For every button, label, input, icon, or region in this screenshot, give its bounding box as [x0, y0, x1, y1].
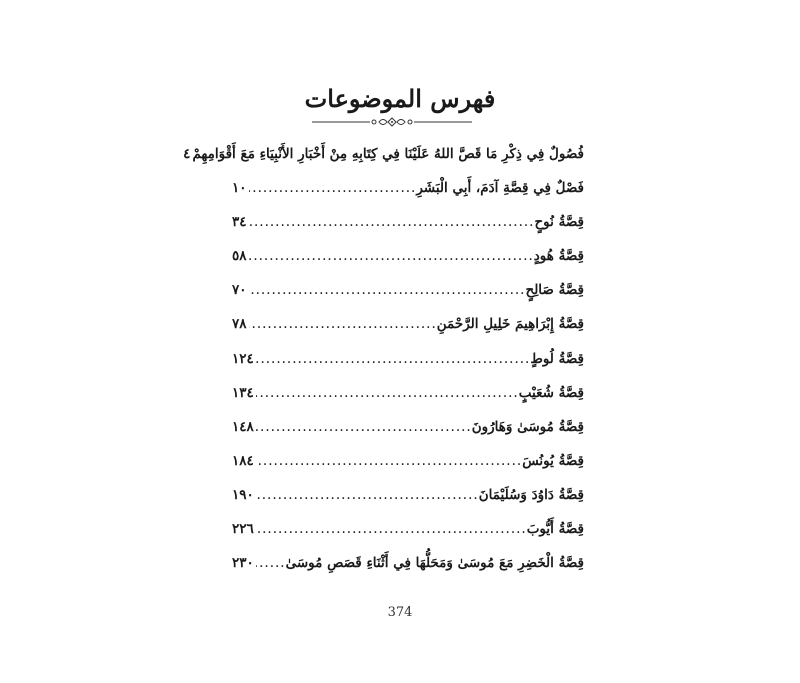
toc-entry[interactable]: [232, 316, 584, 350]
dot-leader: [249, 316, 437, 332]
toc-entry-page: ١٠: [232, 180, 247, 197]
page-title: فهرس الموضوعات: [304, 84, 496, 113]
toc-entry-page: ١٨٤: [232, 452, 254, 469]
decorative-divider-icon: [312, 114, 472, 130]
toc-entry[interactable]: [232, 555, 584, 589]
dot-leader: [256, 419, 472, 435]
toc-entry-title: قِصَّةُ شُعَيْبٍ: [518, 384, 584, 401]
toc-entry-title: قِصَّةُ دَاوُدَ وَسُلَيْمَانَ: [478, 486, 584, 503]
toc-entry-title: قِصَّةُ هُودٍ: [533, 248, 584, 265]
toc-entry-page: ١٣٤: [232, 384, 254, 401]
toc-entry-title: فُصُولٌ فِي ذِكْرِ مَا قَصَّ اللهُ عَلَيْنَا فِي كِتَابِهِ مِنْ أَخْبَارِ الأَنْبِيَاءِ مَعَ أَقْوَامِهِمْ: [192, 146, 584, 162]
toc-entry[interactable]: [232, 419, 584, 453]
toc-entry-title: قِصَّةُ إِبْرَاهِيمَ خَلِيلِ الرَّحْمَنِ: [436, 316, 584, 333]
toc-entry-title: قِصَّةُ لُوطٍ: [530, 350, 584, 367]
toc-entry-page: ٢٣٠: [232, 555, 254, 572]
toc-entry-title: فَصْلٌ فِي قِصَّةِ آدَمَ، أَبِي الْبَشَرِ: [416, 180, 584, 197]
toc-entry-page: ٤: [183, 146, 191, 162]
toc-entry[interactable]: [232, 214, 584, 248]
dot-leader: [256, 351, 531, 367]
toc-entry[interactable]: [232, 351, 584, 385]
toc-entry-page: ١٢٤: [232, 350, 254, 367]
toc-entry[interactable]: [183, 146, 584, 180]
toc-entry-page: ٧٠: [232, 282, 247, 299]
dot-leader: [249, 214, 535, 230]
toc-entry-title: قِصَّةُ أَيُّوبَ: [526, 521, 584, 538]
dot-leader: [256, 385, 519, 401]
toc-entry-page: ٣٤: [232, 214, 247, 231]
toc-entry-page: ٧٨: [232, 316, 247, 333]
dot-leader: [256, 521, 527, 537]
toc-entry-page: ٥٨: [232, 248, 247, 265]
toc-entry-title: قِصَّةُ مُوسَىٰ وَهَارُونَ: [471, 418, 584, 435]
dot-leader: [249, 248, 534, 264]
toc-entry[interactable]: [232, 248, 584, 282]
toc-entry[interactable]: [232, 282, 584, 316]
dot-leader: [256, 487, 479, 503]
toc-entry-page: ١٤٨: [232, 418, 254, 435]
toc-entry-title: قِصَّةُ نُوحٍ: [534, 214, 584, 231]
toc-entry[interactable]: [232, 180, 584, 214]
toc-entry[interactable]: [232, 487, 584, 521]
table-of-contents: [183, 146, 584, 589]
toc-entry-page: ١٩٠: [232, 486, 254, 503]
toc-entry[interactable]: [232, 385, 584, 419]
dot-leader: [249, 282, 526, 298]
dot-leader: [249, 180, 417, 196]
toc-entry-page: ٢٢٦: [232, 521, 254, 538]
toc-entry-title: قِصَّةُ صَالِحٍ: [525, 282, 584, 299]
toc-entry[interactable]: [232, 521, 584, 555]
dot-leader: [256, 453, 522, 469]
page-number: 374: [387, 605, 413, 620]
toc-entry-title: قِصَّةُ يُونُسَ: [522, 452, 584, 469]
toc-entry[interactable]: [232, 453, 584, 487]
toc-entry-title: قِصَّةُ الْخَضِرِ مَعَ مُوسَىٰ وَمَحَلُّهَا فِي أَثْنَاءِ قَصَصِ مُوسَىٰ: [285, 555, 584, 572]
dot-leader: [256, 555, 286, 571]
